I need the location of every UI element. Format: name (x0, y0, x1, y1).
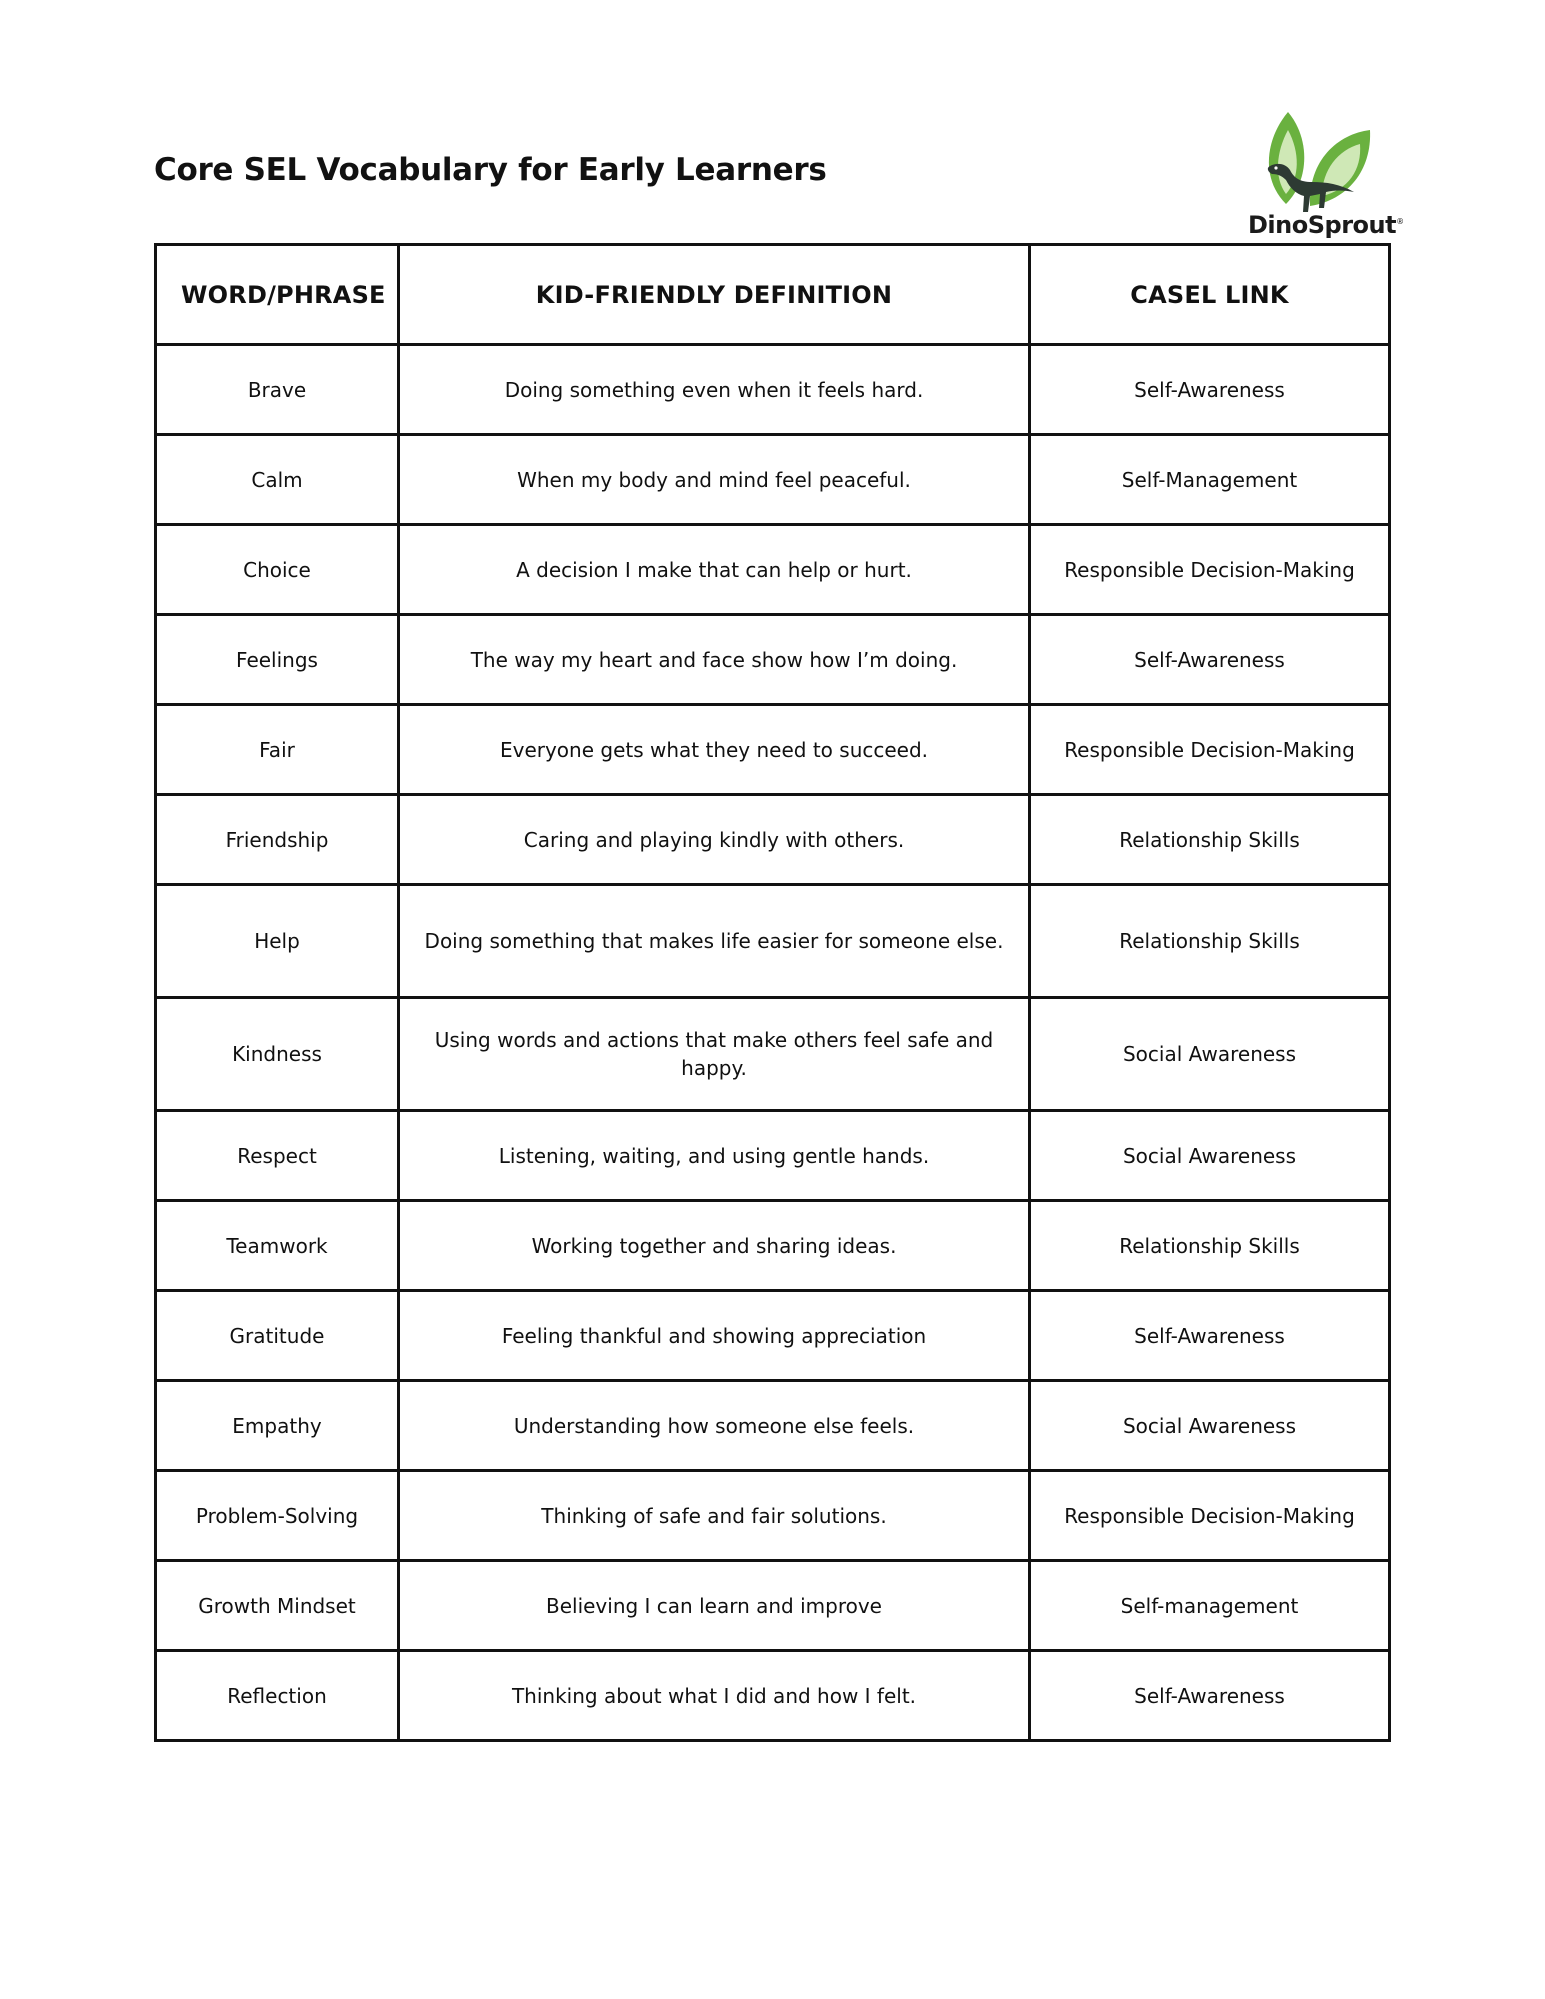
word-cell: Brave (156, 345, 399, 435)
casel-cell: Self-Awareness (1030, 615, 1390, 705)
definition-cell: Thinking of safe and fair solutions. (399, 1471, 1030, 1561)
casel-cell: Social Awareness (1030, 1111, 1390, 1201)
word-cell: Calm (156, 435, 399, 525)
brand-name: DinoSprout (1248, 211, 1397, 239)
definition-cell: Feeling thankful and showing appreciation (399, 1291, 1030, 1381)
definition-cell: Working together and sharing ideas. (399, 1201, 1030, 1291)
header-definition: KID-FRIENDLY DEFINITION (399, 245, 1030, 345)
casel-cell: Social Awareness (1030, 1381, 1390, 1471)
casel-cell: Relationship Skills (1030, 885, 1390, 998)
table-row (156, 885, 1390, 998)
vocabulary-table (154, 243, 1391, 1742)
word-cell: Problem-Solving (156, 1471, 399, 1561)
definition-cell: Caring and playing kindly with others. (399, 795, 1030, 885)
word-cell: Friendship (156, 795, 399, 885)
table-row (156, 1201, 1390, 1291)
casel-cell: Self-Awareness (1030, 345, 1390, 435)
brand-logo (1248, 108, 1404, 243)
table-row (156, 1381, 1390, 1471)
definition-cell: The way my heart and face show how I’m doing. (399, 615, 1030, 705)
definition-cell: Everyone gets what they need to succeed. (399, 705, 1030, 795)
table-row (156, 1651, 1390, 1741)
word-cell: Respect (156, 1111, 399, 1201)
word-cell: Reflection (156, 1651, 399, 1741)
casel-cell: Responsible Decision-Making (1030, 1471, 1390, 1561)
table-row (156, 1291, 1390, 1381)
definition-cell: Doing something even when it feels hard. (399, 345, 1030, 435)
word-cell: Kindness (156, 998, 399, 1111)
word-cell: Feelings (156, 615, 399, 705)
definition-cell: Thinking about what I did and how I felt. (399, 1651, 1030, 1741)
casel-cell: Relationship Skills (1030, 795, 1390, 885)
word-cell: Fair (156, 705, 399, 795)
table-row (156, 795, 1390, 885)
word-cell: Empathy (156, 1381, 399, 1471)
table-row (156, 525, 1390, 615)
casel-cell: Self-Awareness (1030, 1291, 1390, 1381)
word-cell: Help (156, 885, 399, 998)
page-title: Core SEL Vocabulary for Early Learners (154, 152, 827, 188)
definition-cell: Believing I can learn and improve (399, 1561, 1030, 1651)
definition-cell: Using words and actions that make others feel safe and happy. (399, 998, 1030, 1111)
definition-cell: A decision I make that can help or hurt. (399, 525, 1030, 615)
table-header-row (156, 245, 1390, 345)
casel-cell: Social Awareness (1030, 998, 1390, 1111)
table-row (156, 1111, 1390, 1201)
word-cell: Choice (156, 525, 399, 615)
registered-mark: ® (1396, 217, 1404, 226)
word-cell: Gratitude (156, 1291, 399, 1381)
casel-cell: Self-management (1030, 1561, 1390, 1651)
definition-cell: Doing something that makes life easier for someone else. (399, 885, 1030, 998)
table-row (156, 345, 1390, 435)
casel-cell: Relationship Skills (1030, 1201, 1390, 1291)
casel-cell: Self-Management (1030, 435, 1390, 525)
table-row (156, 1471, 1390, 1561)
table-row (156, 998, 1390, 1111)
header-casel-link: CASEL LINK (1030, 245, 1390, 345)
definition-cell: When my body and mind feel peaceful. (399, 435, 1030, 525)
table-row (156, 705, 1390, 795)
casel-cell: Responsible Decision-Making (1030, 705, 1390, 795)
word-cell: Growth Mindset (156, 1561, 399, 1651)
definition-cell: Listening, waiting, and using gentle hands. (399, 1111, 1030, 1201)
definition-cell: Understanding how someone else feels. (399, 1381, 1030, 1471)
word-cell: Teamwork (156, 1201, 399, 1291)
table-row (156, 435, 1390, 525)
casel-cell: Self-Awareness (1030, 1651, 1390, 1741)
casel-cell: Responsible Decision-Making (1030, 525, 1390, 615)
header-word: WORD/PHRASE (156, 245, 399, 345)
table-row (156, 1561, 1390, 1651)
leaf-dinosaur-icon (1248, 108, 1398, 220)
brand-wordmark (1248, 207, 1404, 240)
table-row (156, 615, 1390, 705)
